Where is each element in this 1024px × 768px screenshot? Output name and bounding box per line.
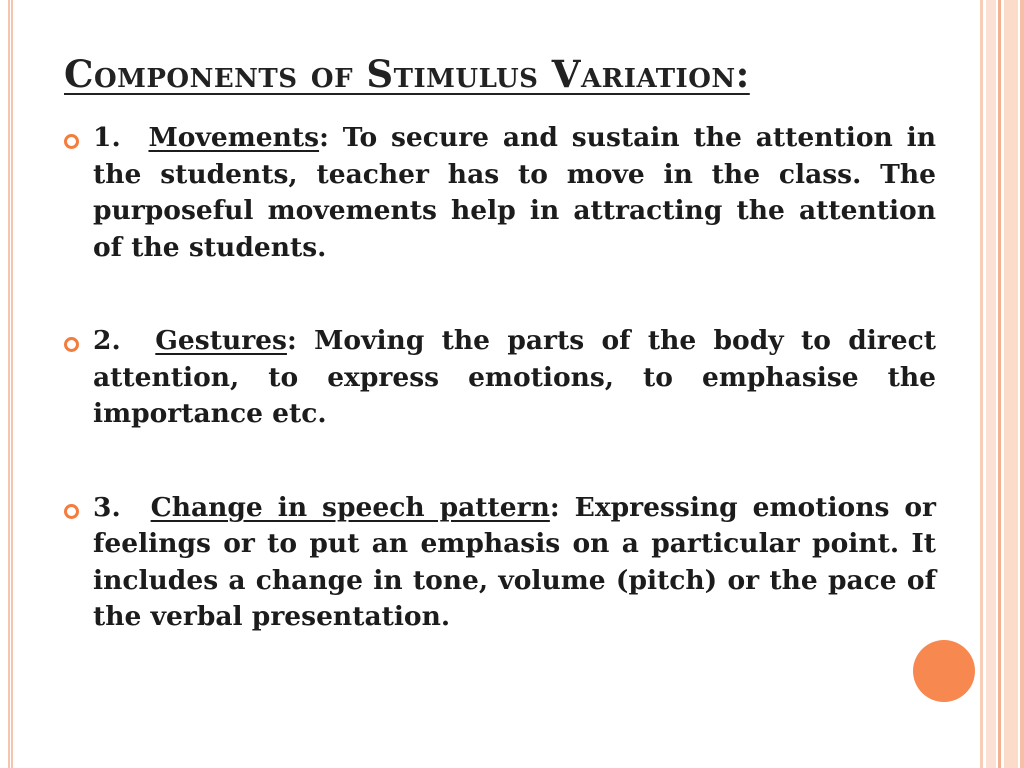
bullet-separator: : [549, 491, 560, 523]
decorative-circle [913, 640, 975, 702]
bullet-ring-icon [64, 504, 79, 519]
bullet-text: Moving the parts of the body to direct attention, to express emotions, to emphasise the importance etc. [93, 325, 936, 429]
bullet-ring-icon [64, 337, 79, 352]
bullet-separator: : [286, 325, 297, 356]
bullet-term: Gestures [155, 325, 287, 356]
bullet-number: 2. [93, 325, 121, 356]
right-decorative-border [980, 0, 1024, 768]
border-stripe [980, 0, 983, 768]
slide-title: Components of Stimulus Variation: [64, 52, 750, 96]
border-stripe [998, 0, 1001, 768]
bullet-text: Expressing emotions or feelings or to put an emphasis on a particular point. It includes a change in tone, volume (pitch) or the pace of the verbal presentation. [93, 491, 936, 632]
bullet-term: Change in speech pattern [150, 491, 550, 523]
bullet-list [64, 120, 936, 636]
bullet-text: To secure and sustain the attention in the students, teacher has to move in the class. The purposeful movements help in attracting the attention of the students. [93, 122, 937, 263]
border-stripe [1004, 0, 1018, 768]
left-decorative-border [8, 0, 13, 768]
border-stripe [1020, 0, 1024, 768]
bullet-term: Movements [148, 122, 320, 153]
bullet-number: 3. [93, 491, 121, 523]
bullet-number: 1. [93, 122, 121, 153]
bullet-item-gestures [64, 323, 936, 433]
border-stripe [986, 0, 996, 768]
bullet-item-speech-pattern [64, 490, 936, 636]
bullet-separator: : [319, 122, 329, 153]
bullet-ring-icon [64, 134, 79, 149]
bullet-item-movements [64, 120, 936, 266]
